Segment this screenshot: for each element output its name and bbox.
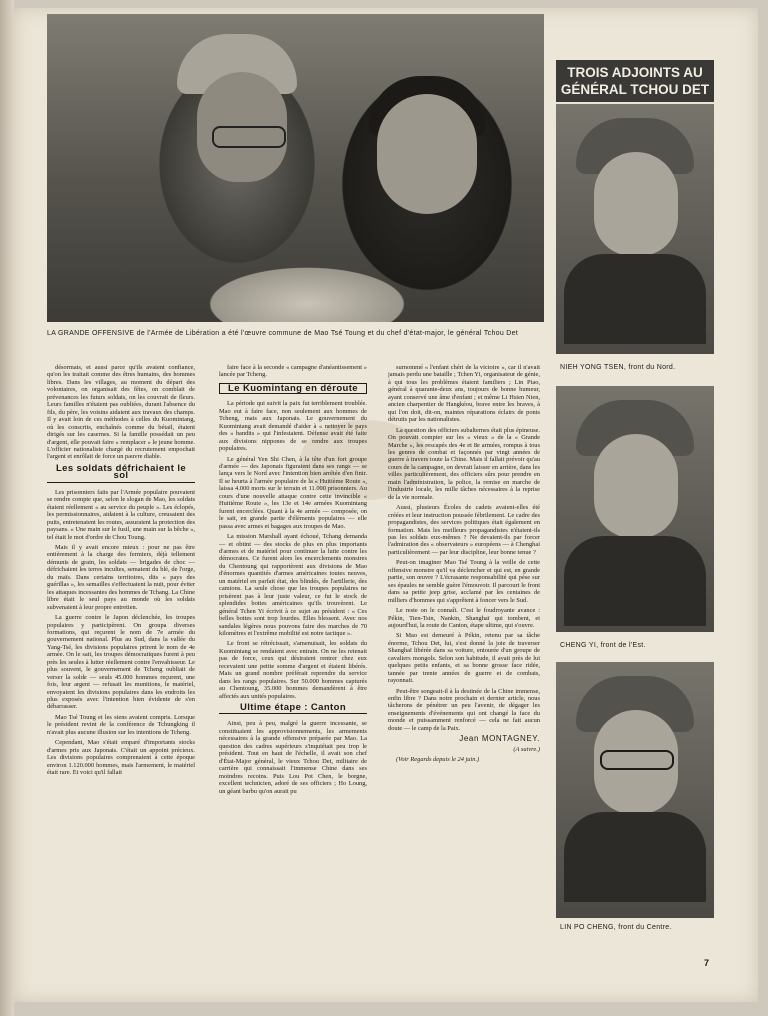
paragraph: faire face à la seconde « campagne d'anéantissement » lancée par Tcheng.: [219, 364, 367, 379]
article-column-2: [219, 364, 367, 984]
subheading-canton: Ultime étape : Canton: [219, 704, 367, 714]
article-column-3: [388, 364, 540, 984]
author-signature: Jean MONTAGNEY.: [459, 734, 540, 744]
paragraph: La mission Marshall ayant échoué, Tchang demanda — et obtint — des stocks de plus en plus importants d'armes et de matériel pour continuer la lutte contre les démocrates. Ce furent alors les encerclements monstres du Chentoung qui rapportèrent aux divisions de Mao d'énormes quantités d'armes américaines toutes neuves, un matériel en parfait état, des blindés, de l'artillerie, des camions. La seule chose que les troupes populaires ne prisèrent pas à leur juste valeur, ce fut le stock de splendides bottes américaines qu'ils trouvèrent. Le général Tchen Yi écrivit à ce sujet au président : « Ces belles bottes sont trop lourdes. Elles blessent. Avec nos sandales légères nous pouvons faire des marches de 70 kilomètres et l'extrême mobilité est notre tactique ».: [219, 533, 367, 637]
paragraph: Si Mao est demeuré à Pékin, retenu par sa tâche énorme, Tchou Det, lui, s'est donné la joie de traverser Shanghaï libérée dans sa voiture, entourée d'un groupe de cavaliers mongols. Selon son habitude, il avait près de lui quelques petits enfants, et sa bonne grosse face ridée, tannée par trente années de guerre et de combats, rayonnait.: [388, 632, 540, 685]
portrait-caption-3: LIN PO CHENG, front du Centre.: [560, 924, 672, 931]
subheading-kuomintang: Le Kuomintang en déroute: [219, 383, 367, 394]
paragraph: surnommé « l'enfant chéri de la victoire », car il n'avait jamais perdu une bataille ; Tchen Yi, organisateur de génie, à qui tous les problèmes étaient familiers ; Lin Piao, général à quarante-deux ans, toujours de bonne humeur, ayant conservé une âme d'enfant ; et même Li Hsien Nien, ancien charpentier de Hangkéou, brave entre les braves, à qui l'on doit, dit-on, maintes réparations éclairs de ponts détruits par les nationalistes.: [388, 364, 540, 424]
paragraph: Le reste on le connaît. C'est le foudroyante avance : Pékin, Tien-Tsin, Nankin, Shanghaï qui tombent, et aujourd'hui, la route de Canton, étape ultime, qui s'ouvre.: [388, 607, 540, 629]
portrait-nieh-yong-tsen: [556, 104, 714, 354]
portrait-caption-1: NIEH YONG TSEN, front du Nord.: [560, 364, 676, 371]
paragraph: Aussi, plusieurs Écoles de cadets avaient-elles été créées et leur instruction poussée fébrilement. Le cadre des propagandistes, des services politiques était également en formation. Mais les meilleurs propagandistes n'étaient-ils pas les soldats eux-mêmes ? Ne devaient-ils par forcer l'admiration des « observateurs » européens — à Chenghai particulièrement — par leur discipline, leur bonne tenue ?: [388, 504, 540, 556]
sidebar-title: TROIS ADJOINTS AU GÉNÉRAL TCHOU DET: [556, 60, 714, 102]
binding-edge: [0, 0, 14, 1016]
portrait-lin-po-cheng: [556, 662, 714, 918]
paragraph: désormais, et aussi parce qu'ils avaient confiance, qu'on les traitait comme des êtres humains, des hommes libres. Dans les villages, au moment du départ des volontaires, on organisait des fêtes, on comblait de prévenances les futurs soldats, on les couvrait de fleurs. Leurs familles n'étaient pas oubliées, durant l'absence du fils, du père, les voisins aidaient aux travaux des champs. Il y avait loin de ces méthodes à celles du Kuomintang, où les conscrits, enchaînés comme du bétail, étaient dirigés sur les casernes. Si la famille possédait un peu d'argent, elle pouvait faire « remplacer » le jeune homme. L'officier nationaliste chargé du recrutement empochait l'argent et enrôlait de force un pauvre diable.: [47, 364, 195, 461]
paragraph: Peut-être songeait-il à la destinée de la Chine immense, enfin libre ? Dans notre prochain et dernier article, nous tâcherons de pénétrer un peu l'avenir, de dégager les enseignements d'événements qui ont changé la face du monde et puissamment renforcé — cela ne fait aucun doute — le camp de la Paix.: [388, 687, 540, 732]
portrait-caption-2: CHENG YI, front de l'Est.: [560, 642, 646, 649]
paragraph: Mais il y avait encore mieux : pour ne pas être entièrement à la charge des fermiers, déjà tellement démunis de grain, les soldats — brigades de choc — défrichaient les terres incultes, semaient du blé, de l'orge, du maïs. Dans certains territoires, dits « pays des guérillas », les semailles s'effectuaient la nuit, pour éviter les attaques incessantes des hommes de Tchang. La Chine libre était le seul pays au monde où les soldats subvenaient à leur propre entretien.: [47, 543, 195, 611]
paragraph: Peut-on imaginer Mao Tsé Toung à la veille de cette offensive monstre qu'il va déclencher et qui est, en grande partie, son œuvre ? L'écrasante responsabilité qui pèse sur ses épaules ne semble guère l'émouvoir. Il parcourt le front dans sa petite jeep grise, acclamé par les centaines de milliers d'hommes qui s'apprêtent à foncer vers le Sud.: [388, 559, 540, 604]
article-column-1: [47, 364, 195, 984]
paragraph: La période qui suivit la paix fut terriblement troublée. Mao eut à faire face, non seulement aux hommes de Tcheng, mais aux Japonais. Le gouvernement du Kuomintang avait demandé d'aider à « nettoyer le pays des « bandits » qui l'infestaient. Défense avait été faite aux divisions nippones de se rendre aux troupes populaires.: [219, 400, 367, 453]
paragraph: Cependant, Mao s'était emparé d'importants stocks d'armes pris aux Japonais. C'était un appoint précieux. Les divisions populaires comprenaient à cette époque environ 1.120.000 hommes, mais l'armement, le matériel était rare. Et voici qu'il fallait: [47, 739, 195, 777]
paragraph: La question des officiers subalternes était plus épineuse. On pouvait compter sur les « vieux » de la « Grande Marche », les rescapés des 4e et 8e armées, rompus à tous les genres de combat et façonnés par vingt années de guerre à travers toute la Chine. Mais il fallait prévoir qu'au cours de la campagne, on devrait laisser en arrière, dans les villes particulièrement, des officiers sûrs pour prendre en main l'administration, la police, la remise en marche de l'industrie locale, les mille tâches nécessaires à la reprise de la vie normale.: [388, 426, 540, 501]
top-photo-caption: LA GRANDE OFFENSIVE de l'Armée de Libération a été l'œuvre commune de Mao Tsé Toung et du chef d'état-major, le général Tchou Det: [47, 330, 519, 337]
portrait-cheng-yi: [556, 386, 714, 632]
paragraph: Ainsi, peu à peu, malgré la guerre incessante, se constituaient les approvisionnements, les armements nécessaires à la grande offensive préparée par Mao. La question des cadres supérieurs s'inquiétait peu trop le président. Tout en haut de l'échelle, il avait son chef d'État-Major général, le vieux Tchou Det, militaire de carrière qui connaissait l'immense Chine dans ses moindres recoins. Puis Lou Pot Chen, le borgne, excellent technicien, adoré de ses officiers ; Ho Loung, un géant barbu qu'on aurait pu: [219, 720, 367, 795]
paragraph: La guerre contre le Japon déclenchée, les troupes populaires y participèrent. On groupa diverses formations, qui reçurent le nom de 7e armée du gouvernement national. Plus au Sud, dans la vallée du Yang-Tsé, les divisions populaires prirent le nom de 4e armée. On le sait, les troupes démocratiques furent à peu près les seules à lutter réellement contre l'envahisseur. Le plus souvent, le gouvernement de Tcheng oubliait de verser la solde — seuls 45.000 hommes reçurent, une fois, leur argent — refusait les munitions, le matériel, envoyaient les divisions populaires dans les endroits les plus exposés avec l'intention bien évidente de s'en débarrasser.: [47, 614, 195, 711]
paragraph: Les prisonniers faits par l'Armée populaire pouvaient se rendre compte que, selon le slogan de Mao, les soldats étaient réellement « au service du peuple ». Les éclopés, les permissionnaires, aidaient à la culture, creusaient des puits, entretenaient les routes, assuraient la protection des paysans. « Une main sur le fusil, une main sur la bêche », tel était le mot d'ordre de Chou Toung.: [47, 488, 195, 541]
paragraph: Mao Tsé Toung et les siens avaient compris. Lorsque le président revint de la conférence de Tchungking il n'avait plus aucune illusion sur les intentions de Tcheng.: [47, 713, 195, 736]
paragraph: Le général Yen Shi Chen, à la tête d'un fort groupe d'armée — des Japonais figuraient dans ses rangs — se lança vers le Nord avec l'intention bien arrêtée d'en finir. Il se heurta à l'armée populaire de la « Huitième Route », laissa 4.000 morts sur le terrain et 11.000 prisonniers. Au cours d'une nouvelle attaque contre cette invincible « Huitième Route », les 13e et 14e armées Kuomintang furent encerclées. Quant à la 4e armée — composée, on le sait, en grande partie d'éléments populaires — elle passa avec armes et bagages aux troupes de Mao.: [219, 455, 367, 530]
paragraph: Le front se rétrécissait, s'amenuisait, les soldats du Kuomintang se rendaient avec entrain. On ne les retenait pas de force, ceux qui désiraient rentrer chez eux recevaient une petite somme d'argent et étaient libérés. Mais un grand nombre préférait reprendre du service dans les rangs populaires. Sur 50.000 hommes capturés au Chentoung, 35.000 hommes demandèrent à être affectés aux unités populaires.: [219, 640, 367, 700]
subheading-soldats: Les soldats défrichaient le sol: [47, 465, 195, 483]
top-photo-mao-tchou-det: [47, 14, 544, 322]
to-be-continued: (A suivre.): [513, 745, 540, 753]
page-number: 7: [704, 958, 710, 968]
regards-note: (Voir Regards depuis le 24 juin.): [396, 756, 480, 764]
